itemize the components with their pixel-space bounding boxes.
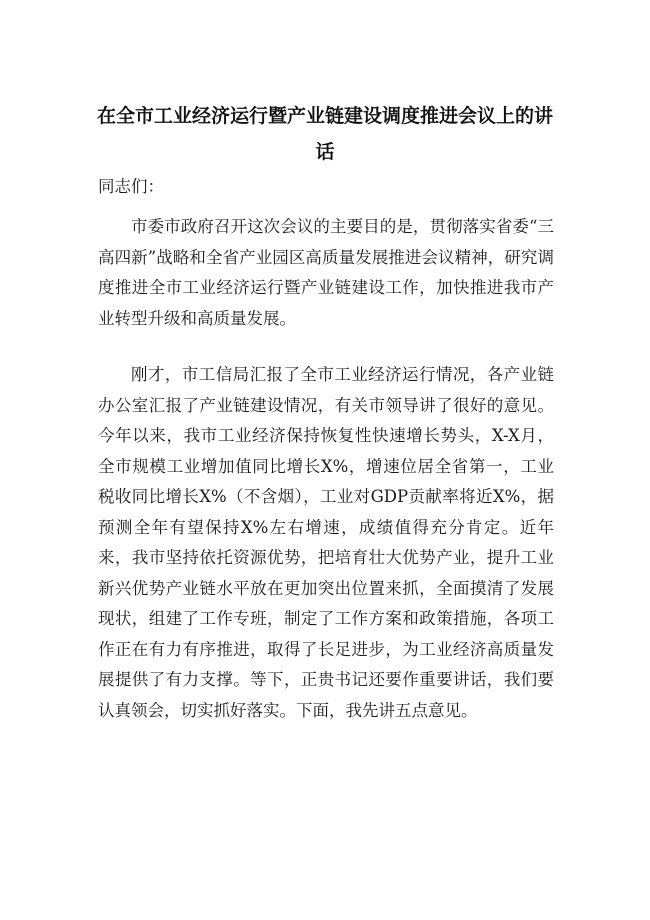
salutation: 同志们： [98, 177, 164, 196]
document-title: 在全市工业经济运行暨产业链建设调度推进会议上的讲话 [96, 105, 553, 163]
paragraph-1: 市委市政府召开这次会议的主要目的是，贯彻落实省委“三高四新”战略和全省产业园区高质量发展推进会议精神，研究调度推进全市工业经济运行暨产业链建设工作，加快推进我市产业转型升级和高质量发展。 [98, 217, 554, 328]
paragraph-2: 刚才，市工信局汇报了全市工业经济运行情况，各产业链办公室汇报了产业链建设情况，有关市领导讲了很好的意见。今年以来，我市工业经济保持恢复性快速增长势头，X-X月，全市规模工业增加值同比增长X%，增速位居全省第一，工业税收同比增长X%（不含烟），工业对GDP贡献率将近X%，据预测全年有望保持X%左右增速，成绩值得充分肯定。近年来，我市坚持依托资源优势，把培育壮大优势产业，提升工业新兴优势产业链水平放在更加突出位置来抓，全面摸清了发展现状，组建了工作专班，制定了工作方案和政策措施，各项工作正在有力有序推进，取得了长足进步，为工业经济高质量发展提供了有力支撑。等下，正贵书记还要作重要讲话，我们要认真领会，切实抓好落实。下面，我先讲五点意见。 [98, 365, 554, 720]
